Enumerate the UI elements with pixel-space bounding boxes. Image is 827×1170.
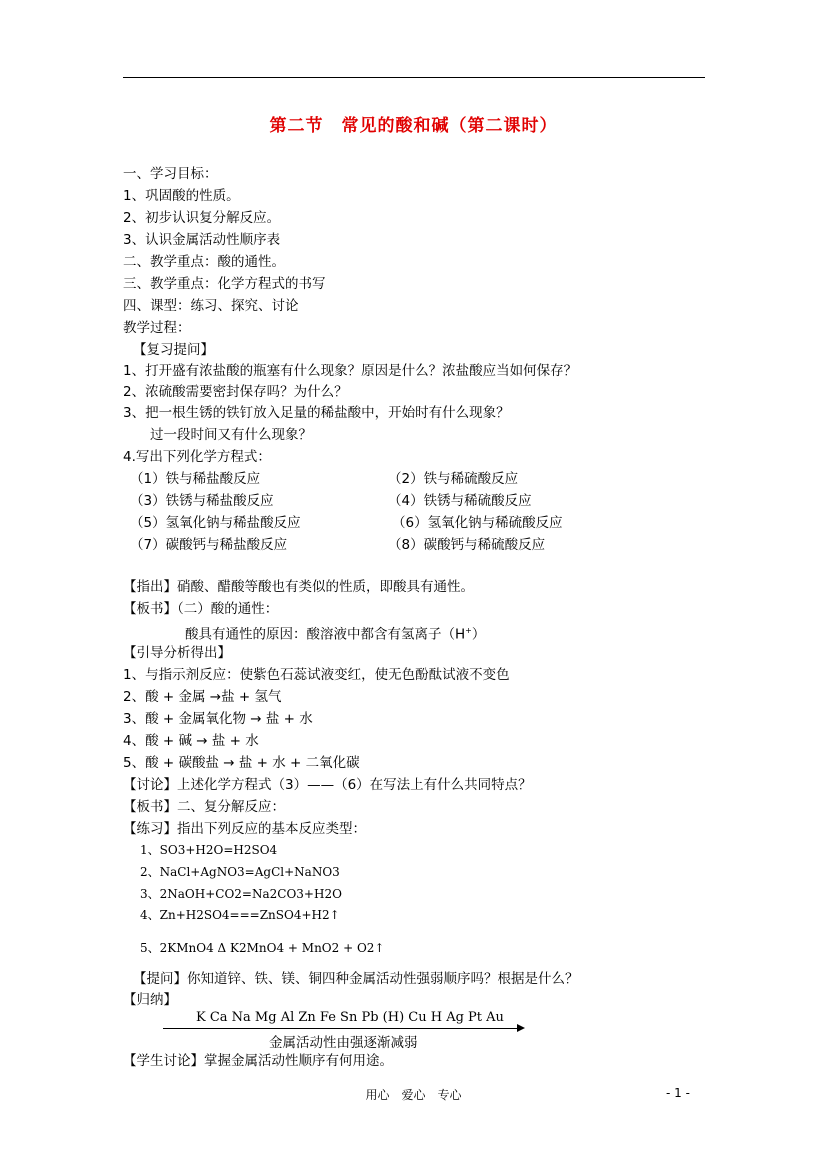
equation-task-left: （7）碳酸钙与稀盐酸反应 — [130, 537, 288, 553]
equation-task-left: （1）铁与稀盐酸反应 — [130, 471, 261, 487]
header-rule — [123, 77, 705, 78]
discussion: 【讨论】上述化学方程式（3）——（6）在写法上有什么共同特点？ — [123, 777, 532, 793]
lesson-type: 四、课型：练习、探究、讨论 — [123, 298, 299, 314]
process-heading: 教学过程： — [123, 320, 191, 336]
point-out: 【指出】硝酸、醋酸等酸也有类似的性质，即酸具有通性。 — [123, 579, 474, 595]
equation-task-right: （4）铁锈与稀硫酸反应 — [388, 493, 532, 509]
exercise-formula-3: 3、2NaOH+CO2=Na2CO3+H2O — [140, 887, 342, 901]
analysis-item: 3、酸 + 金属氧化物 → 盐 + 水 — [123, 711, 313, 727]
equation-task-right: （8）碳酸钙与稀硫酸反应 — [388, 537, 546, 553]
activity-caption: 金属活动性由强逐渐减弱 — [269, 1035, 418, 1051]
footer-motto: 用心 爱心 专心 — [365, 1088, 462, 1102]
difficulty: 三、教学重点：化学方程式的书写 — [123, 276, 326, 292]
equation-task-left: （5）氢氧化钠与稀盐酸反应 — [130, 515, 301, 531]
analysis-heading: 【引导分析得出】 — [123, 645, 231, 661]
review-question-cont: 过一段时间又有什么现象？ — [150, 427, 312, 443]
board-heading: 【板书】（二）酸的通性： — [123, 601, 279, 617]
page-title: 第二节 常见的酸和碱（第二课时） — [269, 116, 558, 136]
exercise-formula-1: 1、SO3+H2O=H2SO4 — [140, 843, 278, 857]
activity-arrow — [163, 1028, 523, 1029]
acid-property-reason: 酸具有通性的原因：酸溶液中都含有氢离子（H+） — [185, 626, 486, 643]
equation-task-right: （2）铁与稀硫酸反应 — [388, 471, 519, 487]
analysis-item: 2、酸 + 金属 →盐 + 氢气 — [123, 689, 282, 705]
review-question: 1、打开盛有浓盐酸的瓶塞有什么现象？原因是什么？浓盐酸应当如何保存？ — [123, 363, 578, 379]
equation-task-left: （3）铁锈与稀盐酸反应 — [130, 493, 274, 509]
review-question: 3、把一根生锈的铁钉放入足量的稀盐酸中，开始时有什么现象？ — [123, 405, 510, 421]
exercise-formula-2: 2、NaCl+AgNO3=AgCl+NaNO3 — [140, 865, 340, 879]
objective-item: 1、巩固酸的性质。 — [123, 188, 240, 204]
board-heading-2: 【板书】二、复分解反应： — [123, 799, 285, 815]
objectives-heading: 一、学习目标： — [123, 166, 218, 182]
analysis-item: 4、酸 + 碱 → 盐 + 水 — [123, 733, 259, 749]
metal-activity-series: K Ca Na Mg Al Zn Fe Sn Pb (H) Cu H Ag Pt Au — [196, 1010, 504, 1025]
exercise-heading: 【练习】指出下列反应的基本反应类型： — [123, 821, 366, 837]
exercise-formula-5: 5、2KMnO4 Δ K2MnO4 + MnO2 + O2↑ — [140, 941, 385, 955]
review-question: 4.写出下列化学方程式： — [123, 449, 271, 465]
student-discussion: 【学生讨论】掌握金属活动性顺序有何用途。 — [123, 1053, 393, 1069]
question: 【提问】你知道锌、铁、镁、铜四种金属活动性强弱顺序吗？根据是什么？ — [133, 971, 579, 987]
equation-task-right: （6）氢氧化钠与稀硫酸反应 — [392, 515, 563, 531]
exercise-formula-4: 4、Zn+H2SO4===ZnSO4+H2↑ — [140, 908, 340, 922]
page-number: - 1 - — [666, 1086, 690, 1100]
analysis-item: 5、酸 + 碳酸盐 → 盐 + 水 + 二氧化碳 — [123, 755, 360, 771]
objective-item: 3、认识金属活动性顺序表 — [123, 232, 281, 248]
key-point: 二、教学重点：酸的通性。 — [123, 254, 285, 270]
analysis-item: 1、与指示剂反应：使紫色石蕊试液变红，使无色酚酞试液不变色 — [123, 667, 510, 683]
summary-heading: 【归纳】 — [123, 992, 177, 1008]
review-question: 2、浓硫酸需要密封保存吗？为什么？ — [123, 384, 348, 400]
objective-item: 2、初步认识复分解反应。 — [123, 210, 281, 226]
review-heading: 【复习提问】 — [133, 342, 214, 358]
